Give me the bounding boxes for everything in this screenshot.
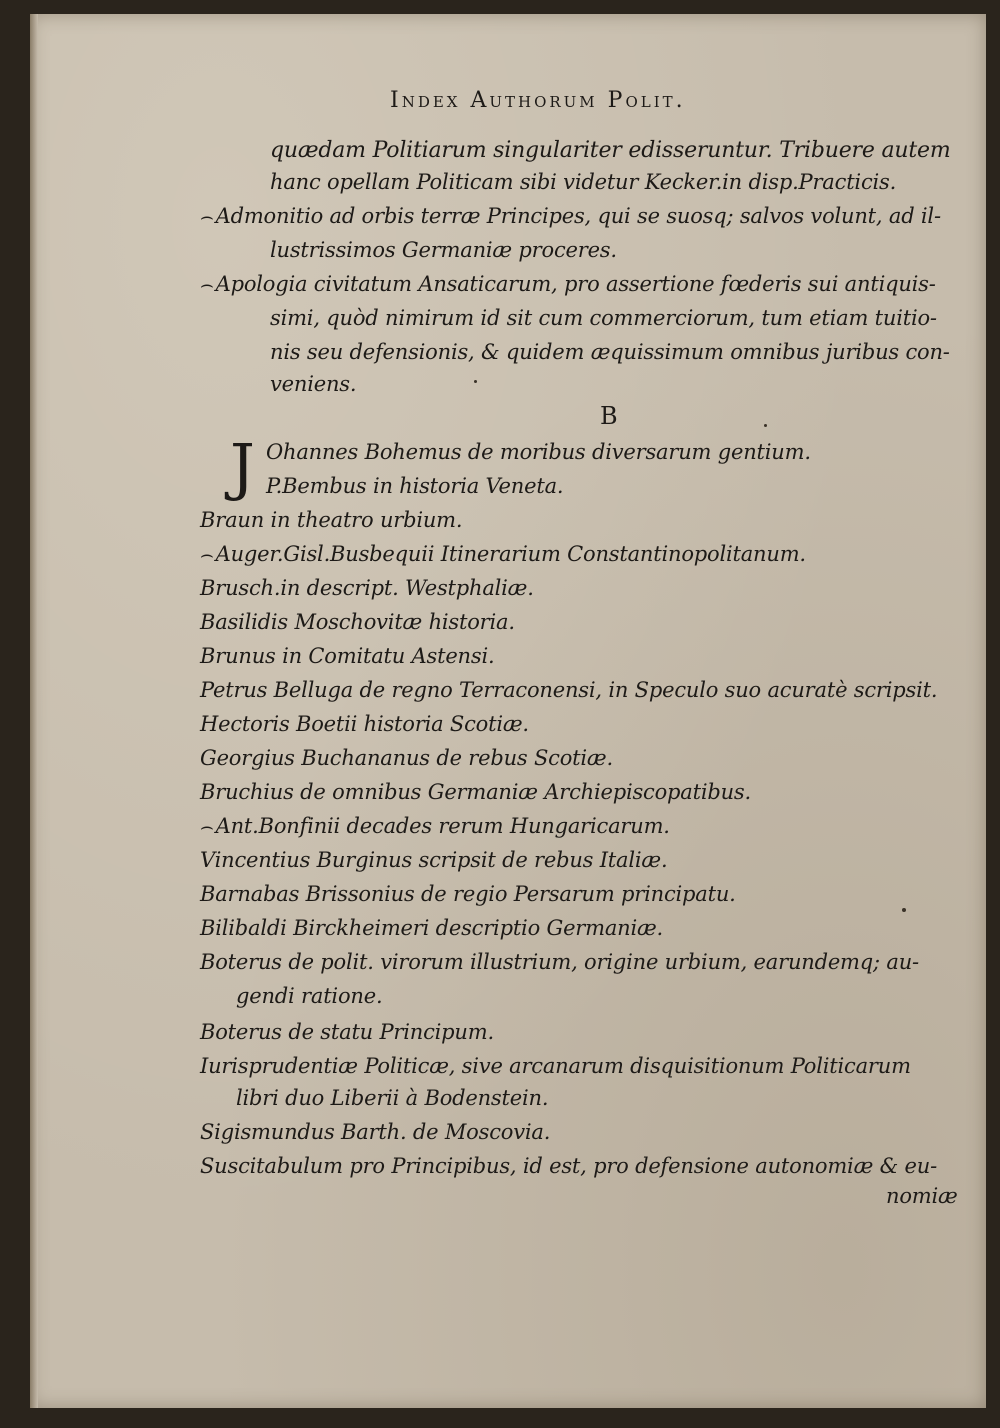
- entry-bonfinii: [200, 814, 670, 839]
- entry-text: Admonitio ad orbis terræ Principes, qui se suosq; salvos volunt, ad il-: [215, 204, 941, 228]
- entry-braun: Braun in theatro urbium.: [200, 508, 463, 532]
- ornament-mark-icon: ⌢: [200, 542, 214, 566]
- entry-belluga: Petrus Belluga de regno Terraconensi, in Speculo suo acuratè scripsit.: [200, 678, 938, 702]
- text-line: simi, quòd nimirum id sit cum commerciorum, tum etiam tuitio-: [270, 306, 937, 330]
- ink-speck: [474, 380, 477, 383]
- entry-buchananus: Georgius Buchananus de rebus Scotiæ.: [200, 746, 613, 770]
- text-line: quædam Politiarum singulariter edisseruntur. Tribuere autem: [270, 138, 951, 163]
- section-letter: B: [600, 402, 618, 430]
- entry-suscitabulum: Suscitabulum pro Principibus, id est, pro defensione autonomiæ & eu-: [200, 1154, 938, 1178]
- entry-apologia: [200, 272, 936, 297]
- book-page: [30, 14, 986, 1408]
- text-line: nis seu defensionis, & quidem æquissimum omnibus juribus con-: [270, 340, 950, 364]
- text-line: nomiæ: [886, 1184, 958, 1208]
- entry-barth: Sigismundus Barth. de Moscovia.: [200, 1120, 551, 1144]
- entry-brusch: Brusch.in descript. Westphaliæ.: [200, 576, 534, 600]
- entry-admonitio: [200, 204, 941, 229]
- entry-iurisprudentiae: Iurisprudentiæ Politicæ, sive arcanarum disquisitionum Politicarum: [200, 1054, 911, 1078]
- entry-basilidis: Basilidis Moschovitæ historia.: [200, 610, 515, 634]
- entry-brunus: Brunus in Comitatu Astensi.: [200, 644, 495, 668]
- entry-text: Auger.Gisl.Busbequii Itinerarium Constantinopolitanum.: [215, 542, 806, 566]
- ornament-mark-icon: ⌢: [200, 814, 214, 838]
- entry-bembus: P.Bembus in historia Veneta.: [266, 474, 564, 498]
- text-line: hanc opellam Politicam sibi videtur Kecker.in disp.Practicis.: [270, 170, 897, 194]
- ornament-mark-icon: ⌢: [200, 272, 214, 296]
- entry-brissonius: Barnabas Brissonius de regio Persarum principatu.: [200, 882, 736, 906]
- entry-busbequii: [200, 542, 806, 567]
- entry-boetii: Hectoris Boetii historia Scotiæ.: [200, 712, 529, 736]
- text-line: lustrissimos Germaniæ proceres.: [270, 238, 617, 262]
- ornament-mark-icon: ⌢: [200, 204, 214, 228]
- running-header: Index Authorum Polit.: [390, 88, 686, 113]
- entry-boterus-polit: Boterus de polit. virorum illustrium, origine urbium, earundemq; au-: [200, 950, 919, 974]
- entry-bruchius: Bruchius de omnibus Germaniæ Archiepiscopatibus.: [200, 780, 751, 804]
- entry-text: Ant.Bonfinii decades rerum Hungaricarum.: [215, 814, 670, 838]
- entry-boterus-statu: Boterus de statu Principum.: [200, 1020, 494, 1044]
- ink-speck: [764, 424, 767, 427]
- ink-speck: [902, 908, 906, 912]
- page-edge: [30, 14, 38, 1408]
- text-line: gendi ratione.: [236, 984, 383, 1008]
- entry-burginus: Vincentius Burginus scripsit de rebus Italiæ.: [200, 848, 668, 872]
- text-line: libri duo Liberii à Bodenstein.: [236, 1086, 549, 1110]
- entry-birckheimeri: Bilibaldi Birckheimeri descriptio Germaniæ.: [200, 916, 664, 940]
- text-line: veniens.: [270, 372, 357, 396]
- entry-bohemus: Ohannes Bohemus de moribus diversarum gentium.: [266, 440, 811, 464]
- entry-text: Apologia civitatum Ansaticarum, pro assertione fœderis sui antiquis-: [215, 272, 936, 296]
- drop-cap: J: [230, 430, 255, 503]
